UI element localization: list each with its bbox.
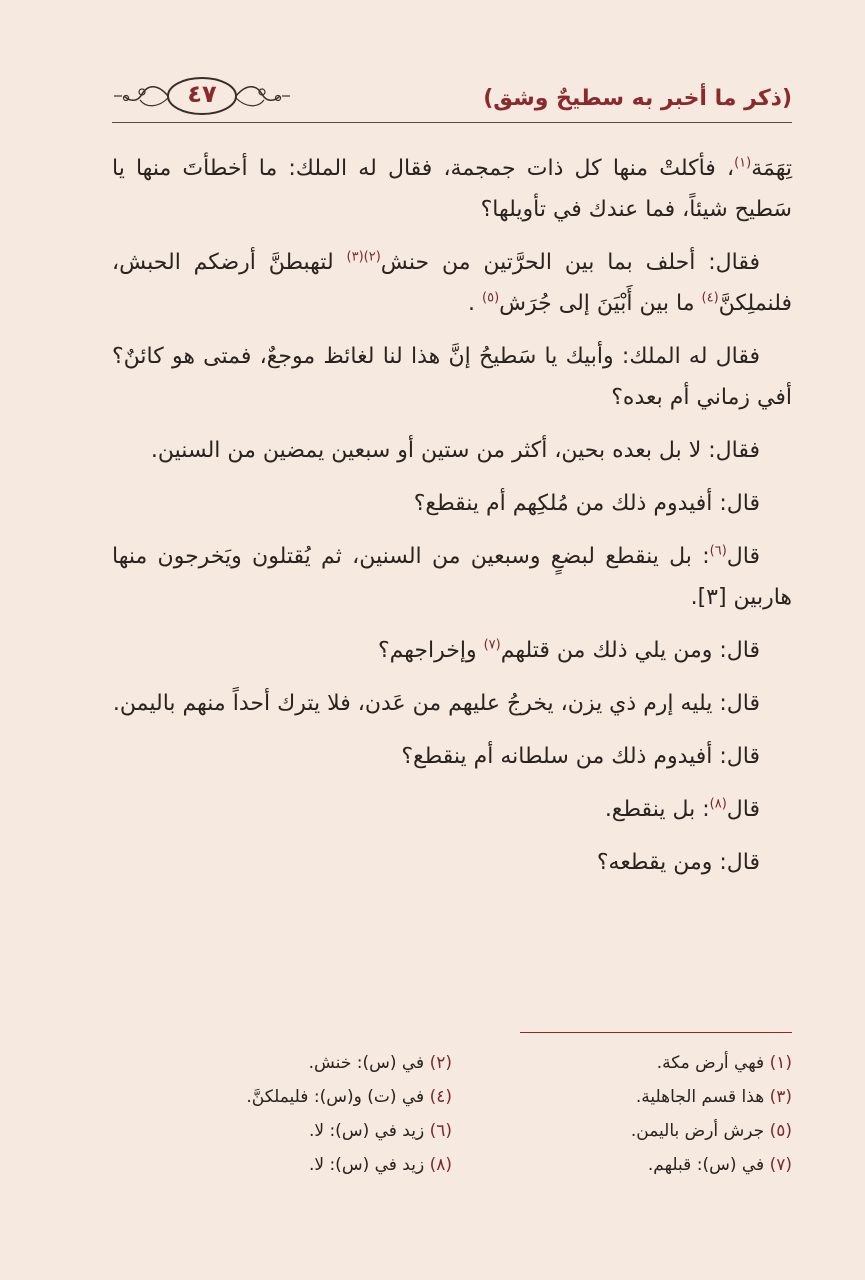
text-run: ما بين أَبْيَنَ إلى جُرَش [499, 291, 702, 316]
text-run: : بل ينقطع. [604, 797, 710, 822]
text-run: ، فأكلتْ منها كل ذات جمجمة، فقال له الملك: ما أخطأتَ منها يا سَطيح شيئاً، فما عندك في تأويلها؟ [112, 156, 792, 222]
page-header [112, 68, 792, 124]
paragraph-3: فقال له الملك: وأبيك يا سَطيحُ إنَّ هذا لنا لغائظ موجعٌ، فمتى هو كائنٌ؟ أفي زماني أم بعده؟ [112, 344, 792, 410]
paragraph-8: قال: يليه إرم ذي يزن، يخرجُ عليهم من عَدن، فلا يترك أحداً منهم باليمن. [112, 691, 760, 716]
paragraph-11: قال: ومن يقطعه؟ [596, 850, 760, 875]
paragraph-2 [112, 242, 792, 324]
running-title: (ذكر ما أخبر به سطيحٌ وشق) [483, 86, 792, 111]
footnote-divider [520, 1032, 792, 1033]
footnote-ref-4: (٤) [701, 290, 719, 306]
text-run: قال [726, 544, 760, 569]
footnote-7: (٧) في (س): قبلهم. [647, 1155, 792, 1175]
footnote-ref-8: (٨) [709, 796, 727, 812]
paragraph-6 [112, 536, 792, 618]
paragraph-5: قال: أفيدوم ذلك من مُلكِهم أم ينقطع؟ [413, 491, 760, 516]
paragraph-7 [112, 630, 792, 671]
footnote-row [112, 1046, 792, 1080]
text-run: وإخراجهم؟ [377, 638, 484, 663]
footnote-3: (٣) هذا قسم الجاهلية. [635, 1087, 792, 1107]
footnote-5: (٥) جرش أرض باليمن. [630, 1121, 792, 1141]
main-text [112, 148, 792, 895]
paragraph-4: فقال: لا بل بعده بحين، أكثر من ستين أو سبعين يمضين من السنين. [150, 438, 760, 463]
text-run: . [468, 291, 483, 316]
page-number: ٤٧ [187, 80, 217, 108]
footnote-ref-7: (٧) [483, 637, 501, 653]
text-run: : بل ينقطع لبضعٍ وسبعين من السنين، ثم يُقتلون ويَخرجون منها هاربين [٣]. [112, 544, 792, 610]
footnote-row [112, 1114, 792, 1148]
footnote-1: (١) فهي أرض مكة. [656, 1053, 792, 1073]
footnotes [112, 1046, 792, 1182]
header-divider [112, 122, 792, 123]
text-run: قال [726, 797, 760, 822]
paragraph-10 [112, 789, 792, 830]
footnote-2: (٢) في (س): خنش. [308, 1053, 452, 1073]
footnote-row [112, 1148, 792, 1182]
page-number-ornament [112, 68, 292, 124]
footnote-ref-6: (٦) [709, 543, 727, 559]
text-run: لتهبطنَّ أرضكم الحبش، فلنملِكنَّ [112, 250, 792, 316]
footnote-ref-5: (٥) [482, 290, 500, 306]
paragraph-1 [112, 148, 792, 230]
footnote-ref-1: (١) [734, 155, 752, 171]
text-run: فقال: أحلف بما بين الحرَّتين من حنش [380, 250, 761, 275]
footnote-row [112, 1080, 792, 1114]
footnote-ref-2-3: (٢)(٣) [346, 249, 381, 265]
footnote-6: (٦) زيد في (س): لا. [308, 1121, 452, 1141]
text-run: تِهَمَة [751, 156, 792, 181]
footnote-8: (٨) زيد في (س): لا. [308, 1155, 452, 1175]
footnote-4: (٤) في (ت) و(س): فليملكنَّ. [246, 1087, 452, 1107]
paragraph-9: قال: أفيدوم ذلك من سلطانه أم ينقطع؟ [401, 744, 760, 769]
text-run: قال: ومن يلي ذلك من قتلهم [500, 638, 760, 663]
